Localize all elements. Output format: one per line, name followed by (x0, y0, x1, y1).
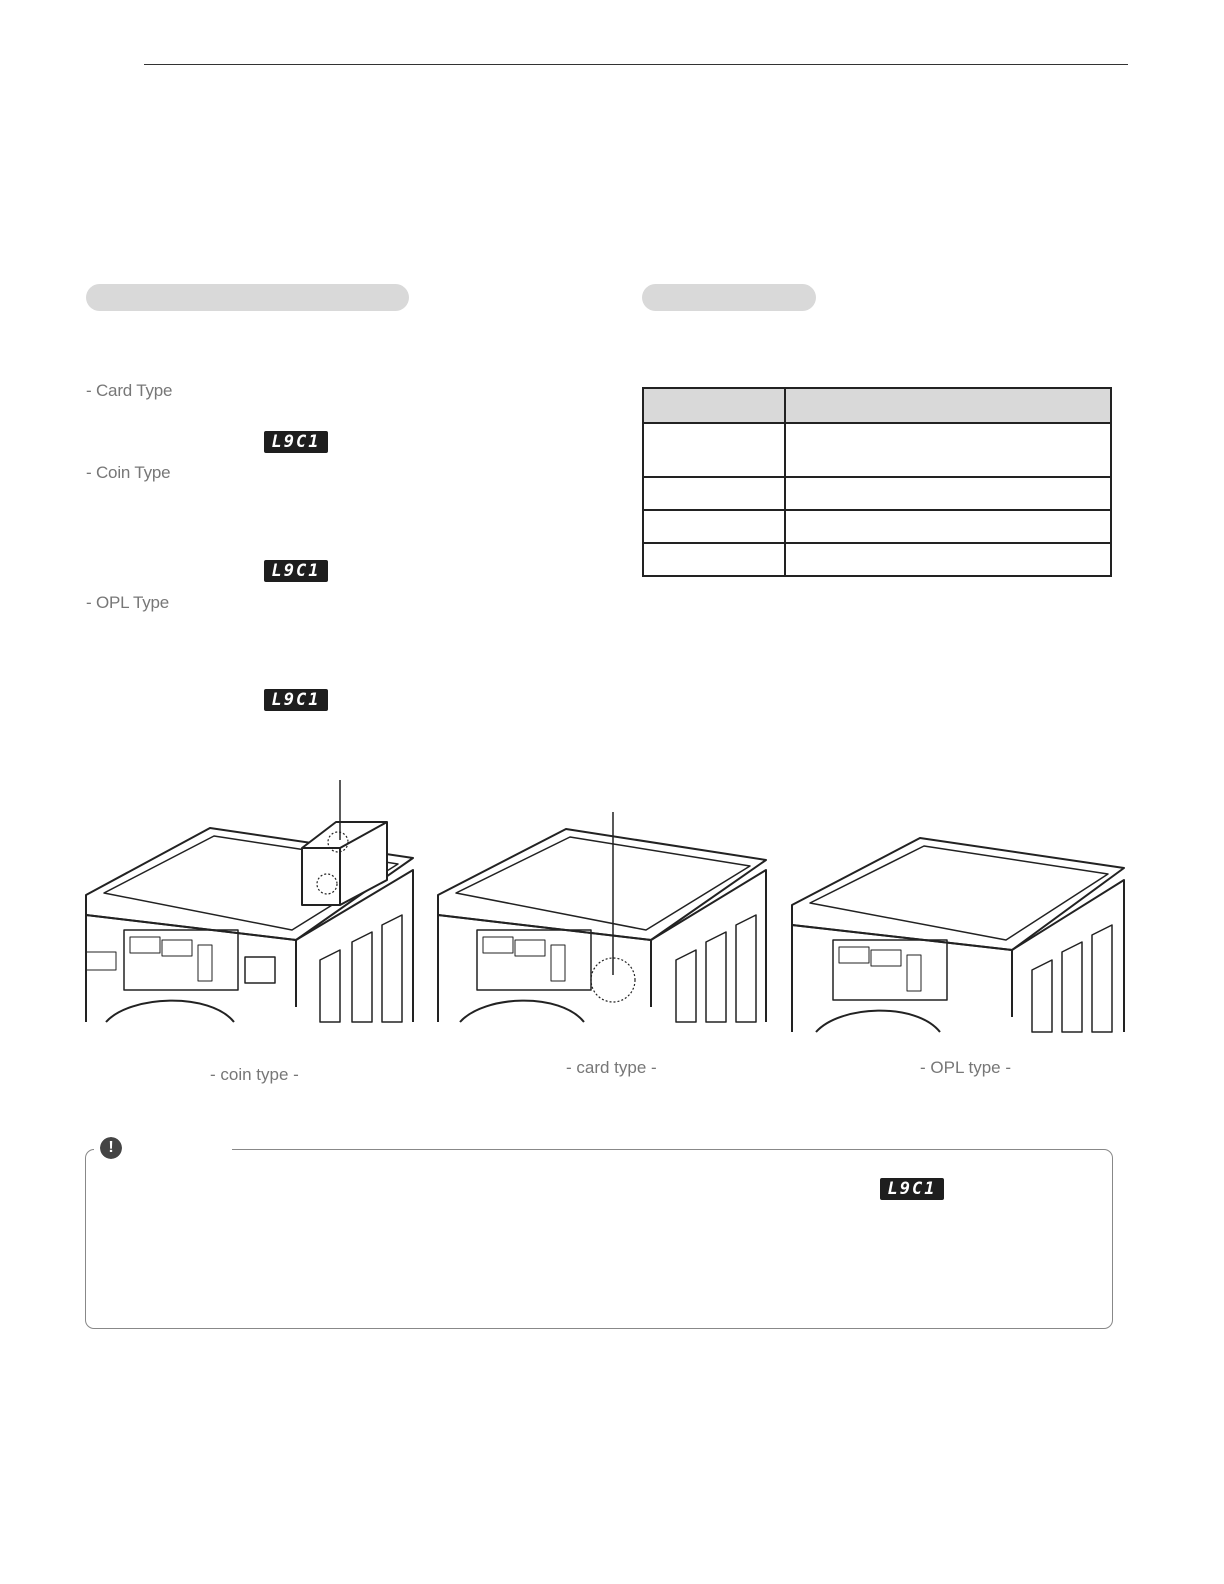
display-code-card: L9C1 (264, 431, 328, 453)
washer-opl-illustration (792, 838, 1124, 1032)
caption-opl-type: - OPL type - (920, 1058, 1012, 1077)
note-box (85, 1149, 1113, 1329)
card-type-label: - Card Type (86, 381, 173, 400)
display-code-note: L9C1 (880, 1178, 944, 1200)
washer-card-illustration (438, 812, 766, 1022)
exclamation-icon: ! (100, 1137, 122, 1159)
opl-type-label: - OPL Type (86, 593, 170, 612)
display-code-opl: L9C1 (264, 689, 328, 711)
coin-type-label: - Coin Type (86, 463, 171, 482)
caption-card-type: - card type - (566, 1058, 657, 1077)
display-code-coin: L9C1 (264, 560, 328, 582)
caption-coin-type: - coin type - (210, 1065, 299, 1084)
washer-coin-illustration (86, 780, 413, 1022)
